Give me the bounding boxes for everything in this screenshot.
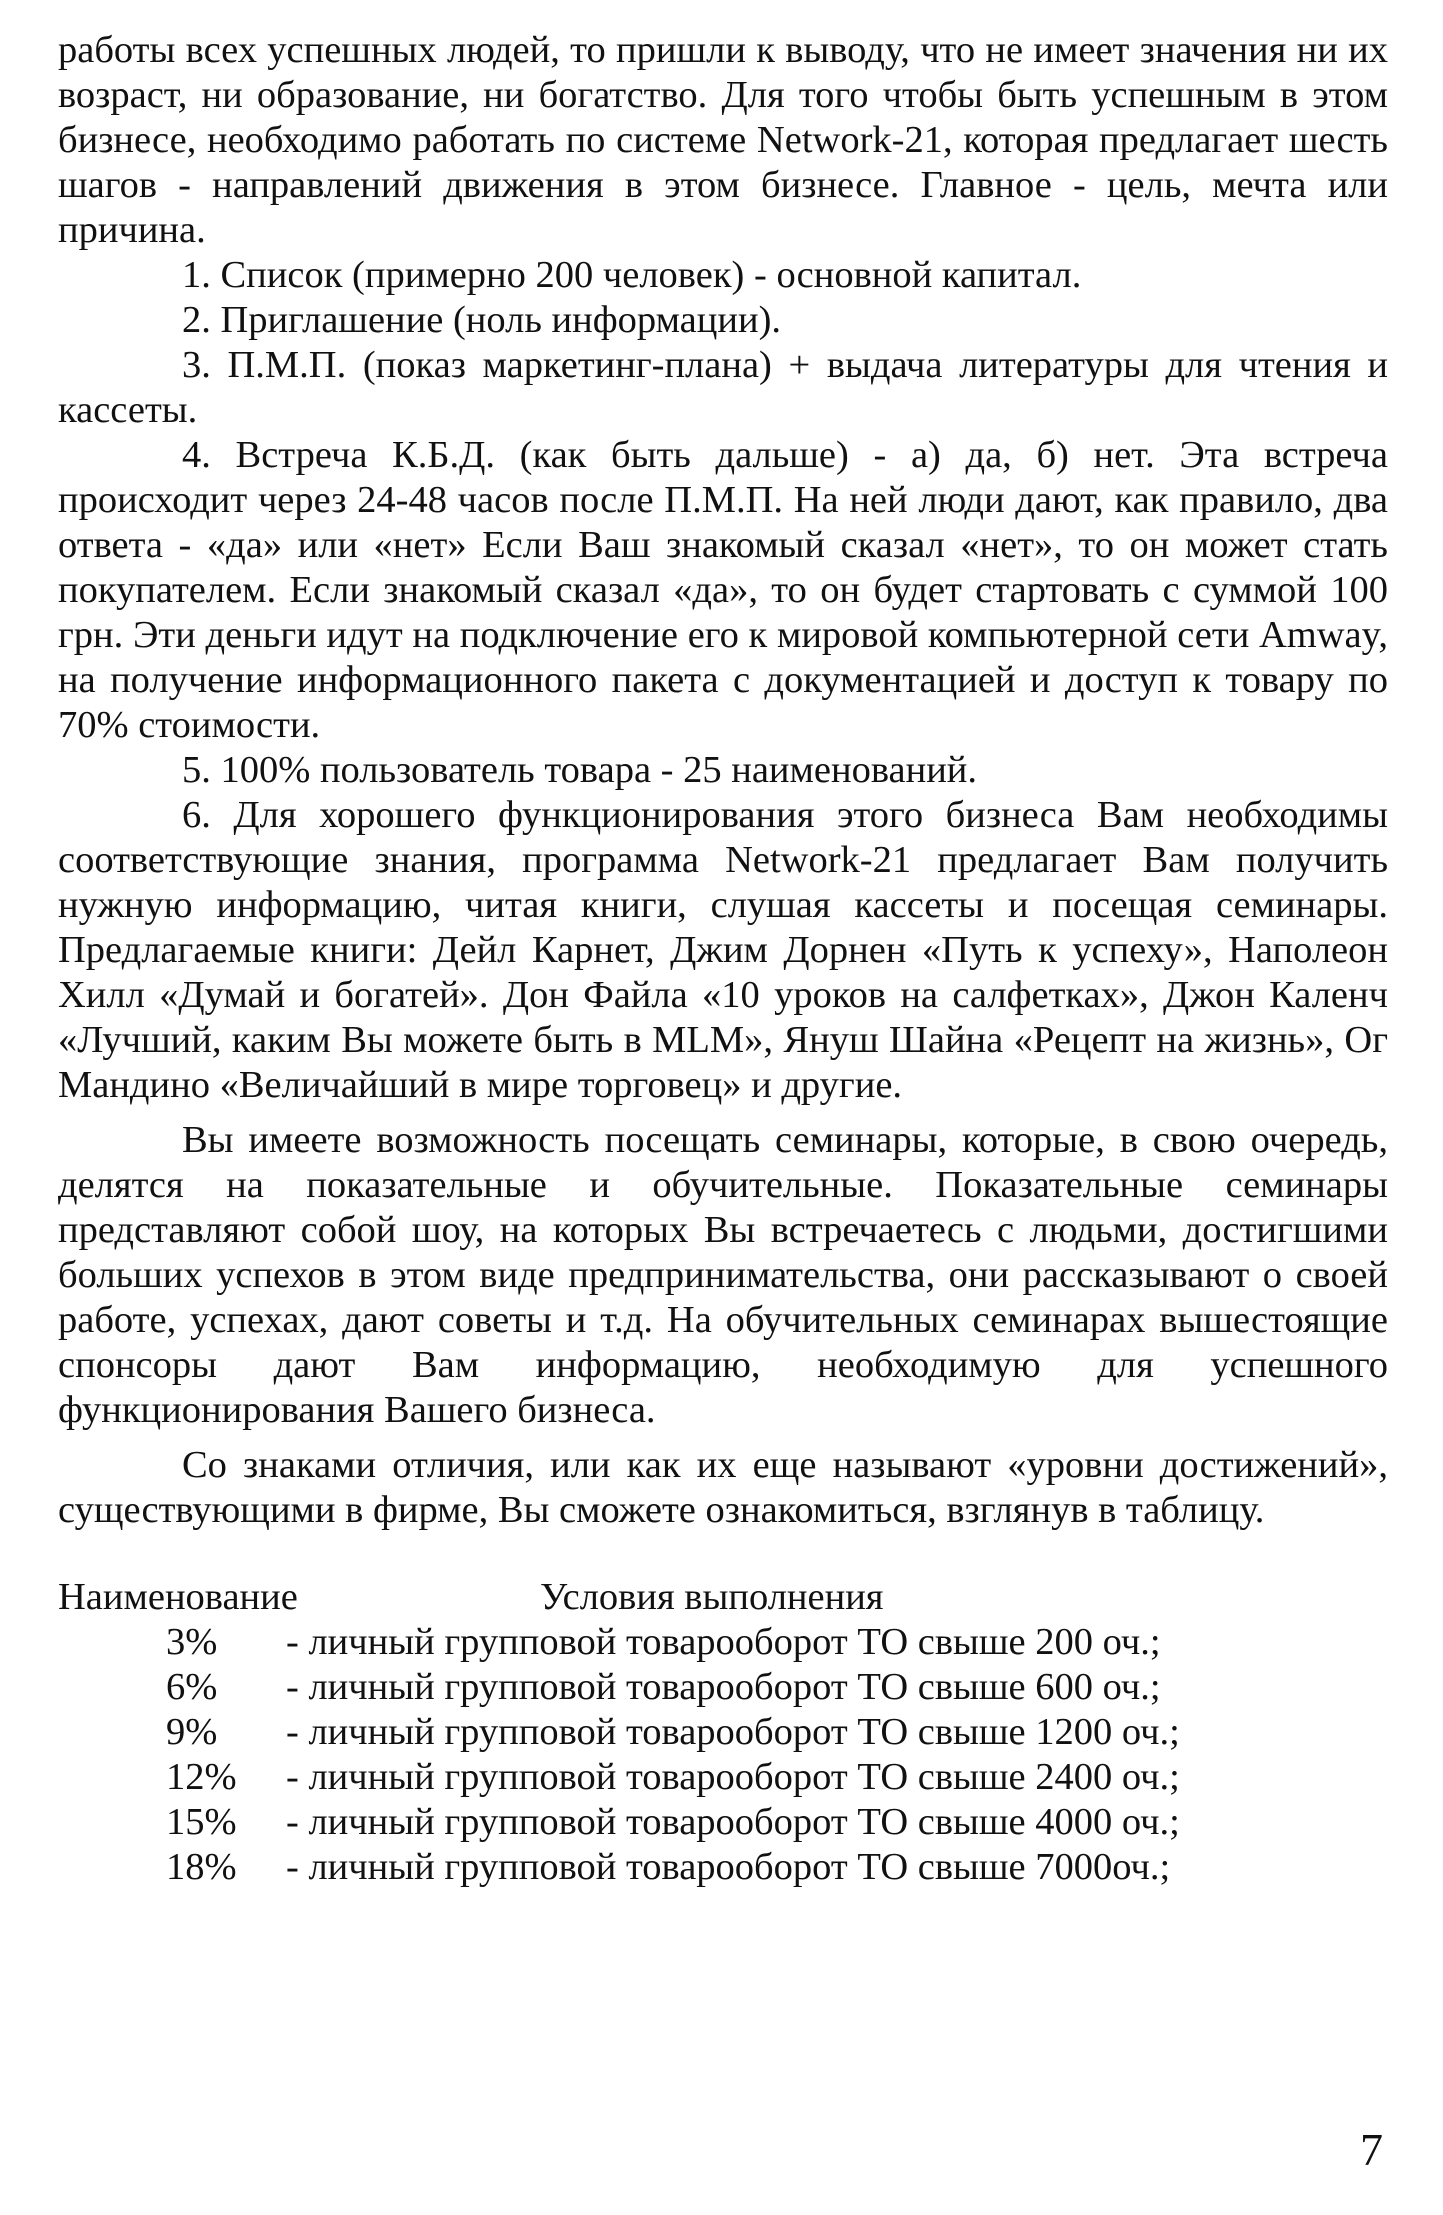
table-header [58, 1575, 1388, 1620]
table-cell-level: 18% [166, 1846, 237, 1888]
paragraph-seminars: Вы имеете возможность посещать семинары, которые, в свою очередь, делятся на показательные и обучительные. Показательные семинары представляют собой шоу, на которых Вы встречаетесь с людьми, достигшими больших успехов в этом виде предпринимательства, они рассказывают о своей работе, успехах, дают советы и т.д. На обучительных семинарах вышестоящие спонсоры дают Вам информацию, необходимую для успешного функционирования Вашего бизнеса. [58, 1119, 1388, 1431]
page-number: 7 [1360, 2124, 1383, 2175]
achievement-levels-table [58, 1575, 1388, 1890]
list-item-step-2: 2. Приглашение (ноль информации). [182, 299, 782, 341]
table-row [58, 1620, 1388, 1665]
table-row [58, 1755, 1388, 1800]
table-row [58, 1800, 1388, 1845]
paragraph-intro: работы всех успешных людей, то пришли к выводу, что не имеет значения ни их возраст, ни образование, ни богатство. Для того чтобы быть успешным в этом бизнесе, необходимо работать по системе Network-21, которая предлагает шесть шагов - направлений движения в этом бизнесе. Главное - цель, мечта или причина. [58, 29, 1388, 251]
table-header-conditions: Условия выполнения [540, 1576, 884, 1618]
table-cell-condition: - личный групповой товарооборот ТО свыше 4000 оч.; [286, 1801, 1180, 1843]
table-row [58, 1665, 1388, 1710]
table-cell-condition: - личный групповой товарооборот ТО свыше 200 оч.; [286, 1621, 1161, 1663]
table-cell-level: 6% [166, 1666, 218, 1708]
page-content [58, 28, 1388, 1890]
table-cell-condition: - личный групповой товарооборот ТО свыше 600 оч.; [286, 1666, 1161, 1708]
list-item-step-1: 1. Список (примерно 200 человек) - основной капитал. [182, 254, 1082, 296]
list-item-step-3: 3. П.М.П. (показ маркетинг-плана) + выдача литературы для чтения и кассеты. [58, 344, 1388, 431]
table-cell-level: 15% [166, 1801, 237, 1843]
table-cell-condition: - личный групповой товарооборот ТО свыше 7000оч.; [286, 1846, 1171, 1888]
table-cell-condition: - личный групповой товарооборот ТО свыше 2400 оч.; [286, 1756, 1180, 1798]
list-item-step-6: 6. Для хорошего функционирования этого бизнеса Вам необходимы соответствующие знания, программа Network-21 предлагает Вам получить нужную информацию, читая книги, слушая кассеты и посещая семинары. Предлагаемые книги: Дейл Карнет, Джим Дорнен «Путь к успеху», Наполеон Хилл «Думай и богатей». Дон Файла «10 уроков на салфетках», Джон Каленч «Лучший, каким Вы можете быть в MLM», Януш Шайна «Рецепт на жизнь», Ог Мандино «Величайший в мире торговец» и другие. [58, 794, 1388, 1106]
table-row [58, 1845, 1388, 1890]
table-cell-level: 9% [166, 1711, 218, 1753]
table-cell-condition: - личный групповой товарооборот ТО свыше 1200 оч.; [286, 1711, 1180, 1753]
paragraph-achievement-levels: Со знаками отличия, или как их еще называют «уровни достижений», существующими в фирме, Вы сможете ознакомиться, взглянув в таблицу. [58, 1444, 1388, 1531]
list-item-step-4: 4. Встреча К.Б.Д. (как быть дальше) - а) да, б) нет. Эта встреча происходит через 24-48 часов после П.М.П. На ней люди дают, как правило, два ответа - «да» или «нет» Если Ваш знакомый сказал «нет», то он может стать покупателем. Если знакомый сказал «да», то он будет стартовать с суммой 100 грн. Эти деньги идут на подключение его к мировой компьютерной сети Amway, на получение информационного пакета с документацией и доступ к товару по 70% стоимости. [58, 434, 1388, 746]
table-row [58, 1710, 1388, 1755]
table-header-name: Наименование [58, 1576, 298, 1618]
table-cell-level: 12% [166, 1756, 237, 1798]
table-cell-level: 3% [166, 1621, 218, 1663]
list-item-step-5: 5. 100% пользователь товара - 25 наименований. [182, 749, 978, 791]
